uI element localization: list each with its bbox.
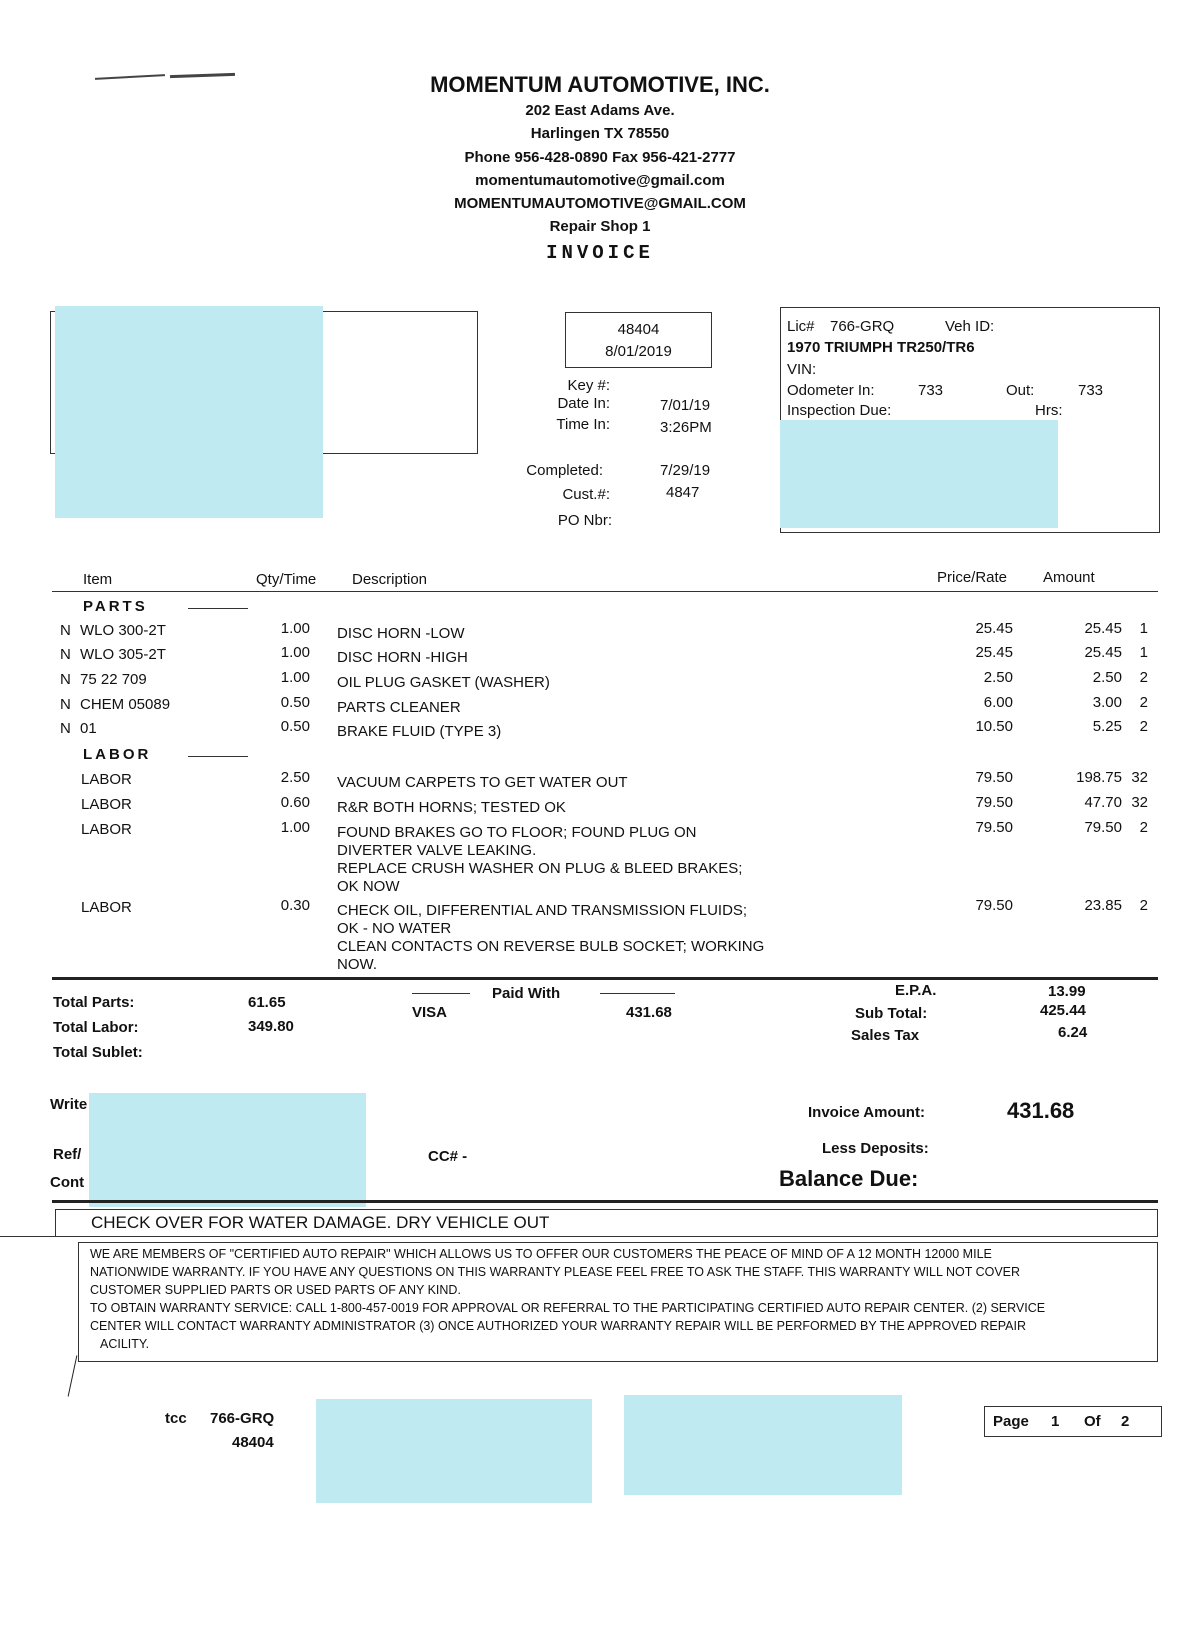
paid-with-rule-right xyxy=(600,993,675,994)
item-amount: 79.50 xyxy=(1084,819,1122,836)
warranty-text xyxy=(90,1245,1045,1353)
item-price: 6.00 xyxy=(983,694,1013,711)
item-tech-code: 2 xyxy=(1139,897,1148,914)
item-qty: 0.30 xyxy=(280,897,310,914)
item-price: 10.50 xyxy=(975,718,1013,735)
item-price: 25.45 xyxy=(975,620,1013,637)
odometer-in-label: Odometer In: xyxy=(787,382,875,399)
item-tech-code: 2 xyxy=(1139,694,1148,711)
page-number-box xyxy=(984,1406,1162,1437)
epa-value: 13.99 xyxy=(1048,983,1086,1000)
item-number: LABOR xyxy=(81,821,132,838)
item-tech-code: 1 xyxy=(1139,620,1148,637)
invoice-amount-label: Invoice Amount: xyxy=(808,1104,925,1121)
item-description: R&R BOTH HORNS; TESTED OK xyxy=(337,799,566,816)
item-price: 79.50 xyxy=(975,769,1013,786)
time-in-label: Time In: xyxy=(556,416,610,433)
service-note-box xyxy=(55,1209,1158,1237)
col-item-header: Item xyxy=(83,571,113,588)
item-qty: 0.50 xyxy=(280,694,310,711)
company-phone-fax: Phone 956-428-0890 Fax 956-421-2777 xyxy=(464,149,736,166)
item-number: LABOR xyxy=(81,771,132,788)
item-description: OIL PLUG GASKET (WASHER) xyxy=(337,674,550,691)
inspection-due-label: Inspection Due: xyxy=(787,402,892,419)
parts-section-label: PARTS xyxy=(83,598,148,615)
footer-invoice-number: 48404 xyxy=(232,1434,274,1451)
odometer-out-label: Out: xyxy=(1006,382,1035,399)
reference-label: Ref/ xyxy=(53,1146,82,1163)
date-in-value: 7/01/19 xyxy=(660,397,711,414)
odometer-out-value: 733 xyxy=(1078,382,1104,399)
payment-method: VISA xyxy=(412,1004,448,1021)
warranty-line: WE ARE MEMBERS OF "CERTIFIED AUTO REPAIR" WHICH ALLOWS US TO OFFER OUR CUSTOMERS THE PEACE OF MIND OF A 12 MONTH 12000 MILE xyxy=(90,1247,992,1261)
item-number: 01 xyxy=(80,720,97,737)
item-price: 79.50 xyxy=(975,819,1013,836)
company-address-2: Harlingen TX 78550 xyxy=(530,125,670,142)
item-qty: 1.00 xyxy=(280,620,310,637)
completed-label: Completed: xyxy=(526,462,603,479)
item-price: 2.50 xyxy=(983,669,1013,686)
item-tech-code: 2 xyxy=(1139,819,1148,836)
warranty-line: CUSTOMER SUPPLIED PARTS OR USED PARTS OF ANY KIND. xyxy=(90,1283,461,1297)
note-left-tick xyxy=(0,1236,75,1237)
writer-label: Write xyxy=(50,1096,88,1113)
item-tech-code: 32 xyxy=(1131,794,1148,811)
company-email-upper: MOMENTUMAUTOMOTIVE@GMAIL.COM xyxy=(454,195,746,212)
item-number: 75 22 709 xyxy=(80,671,147,688)
item-description: DISC HORN -LOW xyxy=(337,625,465,642)
payment-amount: 431.68 xyxy=(626,1004,672,1021)
item-qty: 0.50 xyxy=(280,718,310,735)
item-amount: 25.45 xyxy=(1084,620,1122,637)
col-qty-header: Qty/Time xyxy=(256,571,317,588)
subtotal-value: 425.44 xyxy=(1040,1002,1086,1019)
page-label: Page xyxy=(993,1413,1029,1430)
redacted-customer xyxy=(55,306,323,518)
item-qty: 1.00 xyxy=(280,669,310,686)
item-amount: 2.50 xyxy=(1092,669,1122,686)
vehicle-id-label: Veh ID: xyxy=(945,318,995,335)
total-parts-label: Total Parts: xyxy=(53,994,135,1011)
cc-number-label: CC# - xyxy=(428,1148,468,1165)
license-label: Lic# xyxy=(787,318,815,335)
warranty-line: CENTER WILL CONTACT WARRANTY ADMINISTRATOR (3) ONCE AUTHORIZED YOUR WARRANTY REPAIR WILL BE PERFORMED BY THE APPROVED REPAIR xyxy=(90,1319,1027,1333)
item-description: VACUUM CARPETS TO GET WATER OUT xyxy=(337,774,628,791)
redacted-vehicle-info xyxy=(780,420,1058,528)
item-qty: 2.50 xyxy=(280,769,310,786)
total-labor-value: 349.80 xyxy=(248,1018,294,1035)
item-description: PARTS CLEANER xyxy=(337,699,461,716)
contact-label: Cont xyxy=(50,1174,85,1191)
item-description: CHECK OIL, DIFFERENTIAL AND TRANSMISSION FLUIDS; OK - NO WATER CLEAN CONTACTS ON REVERSE BULB SOCKET; WORKING NOW. xyxy=(337,902,765,973)
item-tech-code: 2 xyxy=(1139,669,1148,686)
scan-mark xyxy=(68,1355,78,1396)
warranty-line: ACILITY. xyxy=(100,1337,150,1351)
footer-code: tcc xyxy=(165,1410,187,1427)
total-parts-value: 61.65 xyxy=(248,994,286,1011)
company-address-1: 202 East Adams Ave. xyxy=(525,102,675,119)
shop-name: Repair Shop 1 xyxy=(549,218,651,235)
totals-divider xyxy=(52,977,1158,980)
invoice-number: 48404 xyxy=(617,321,660,338)
total-labor-label: Total Labor: xyxy=(53,1019,139,1036)
total-pages: 2 xyxy=(1121,1413,1130,1430)
subtotal-label: Sub Total: xyxy=(855,1005,928,1022)
item-number: CHEM 05089 xyxy=(80,696,171,713)
invoice-date: 8/01/2019 xyxy=(605,343,672,360)
po-number-label: PO Nbr: xyxy=(557,512,612,529)
item-number: LABOR xyxy=(81,796,132,813)
item-flag: N xyxy=(60,720,71,737)
item-qty: 1.00 xyxy=(280,819,310,836)
footer-license: 766-GRQ xyxy=(210,1410,275,1427)
item-number: LABOR xyxy=(81,899,132,916)
epa-label: E.P.A. xyxy=(895,982,937,999)
item-flag: N xyxy=(60,671,71,688)
balance-divider xyxy=(52,1200,1158,1203)
col-description-header: Description xyxy=(352,571,428,588)
invoice-amount-value: 431.68 xyxy=(1007,1098,1075,1123)
vin-label: VIN: xyxy=(787,361,817,378)
of-label: Of xyxy=(1084,1413,1101,1430)
parts-section-rule xyxy=(188,608,248,609)
item-description: BRAKE FLUID (TYPE 3) xyxy=(337,723,502,740)
item-flag: N xyxy=(60,646,71,663)
sales-tax-value: 6.24 xyxy=(1058,1024,1088,1041)
item-price: 79.50 xyxy=(975,897,1013,914)
item-tech-code: 2 xyxy=(1139,718,1148,735)
paid-with-label: Paid With xyxy=(492,985,561,1002)
item-price: 25.45 xyxy=(975,644,1013,661)
redacted-writer-info xyxy=(89,1093,366,1207)
item-amount: 198.75 xyxy=(1076,769,1122,786)
item-description: DISC HORN -HIGH xyxy=(337,649,468,666)
license-value: 766-GRQ xyxy=(830,318,895,335)
warranty-line: NATIONWIDE WARRANTY. IF YOU HAVE ANY QUESTIONS ON THIS WARRANTY PLEASE FEEL FREE TO ASK THE STAFF. THIS WARRANTY WILL NOT COVER xyxy=(90,1265,1021,1279)
item-amount: 3.00 xyxy=(1092,694,1122,711)
document-title: INVOICE xyxy=(546,242,654,264)
date-in-label: Date In: xyxy=(557,395,610,412)
item-amount: 47.70 xyxy=(1084,794,1122,811)
cust-number-value: 4847 xyxy=(666,484,700,501)
paid-with-rule-left xyxy=(412,993,470,994)
less-deposits-label: Less Deposits: xyxy=(822,1140,929,1157)
balance-due-label: Balance Due: xyxy=(779,1166,919,1191)
redacted-signature-1 xyxy=(316,1399,592,1503)
warranty-line: TO OBTAIN WARRANTY SERVICE: CALL 1-800-457-0019 FOR APPROVAL OR REFERRAL TO THE PARTICIPATING CERTIFIED AUTO REPAIR CENTER. (2) SERVICE xyxy=(90,1301,1046,1315)
item-flag: N xyxy=(60,696,71,713)
item-tech-code: 1 xyxy=(1139,644,1148,661)
invoice-number-box xyxy=(565,312,712,368)
company-email: momentumautomotive@gmail.com xyxy=(475,172,725,189)
col-price-header: Price/Rate xyxy=(937,569,1008,586)
company-name: MOMENTUM AUTOMOTIVE, INC. xyxy=(430,72,770,97)
item-tech-code: 32 xyxy=(1131,769,1148,786)
page-number: 1 xyxy=(1051,1413,1060,1430)
item-amount: 5.25 xyxy=(1092,718,1122,735)
completed-value: 7/29/19 xyxy=(660,462,711,479)
item-qty: 0.60 xyxy=(280,794,310,811)
item-amount: 23.85 xyxy=(1084,897,1122,914)
time-in-value: 3:26PM xyxy=(660,419,712,436)
labor-section-rule xyxy=(188,756,248,757)
odometer-in-value: 733 xyxy=(918,382,944,399)
item-amount: 25.45 xyxy=(1084,644,1122,661)
key-label: Key #: xyxy=(567,377,610,394)
labor-section-label: LABOR xyxy=(83,746,152,763)
item-description: FOUND BRAKES GO TO FLOOR; FOUND PLUG ON DIVERTER VALVE LEAKING. REPLACE CRUSH WASHER ON PLUG & BLEED BRAKES; OK NOW xyxy=(337,824,743,895)
redacted-signature-2 xyxy=(624,1395,902,1495)
total-sublet-label: Total Sublet: xyxy=(53,1044,143,1061)
col-amount-header: Amount xyxy=(1043,569,1095,586)
item-flag: N xyxy=(60,622,71,639)
table-header-rule xyxy=(52,591,1158,592)
cust-number-label: Cust.#: xyxy=(562,486,610,503)
hours-label: Hrs: xyxy=(1035,402,1063,419)
item-number: WLO 305-2T xyxy=(80,646,166,663)
item-number: WLO 300-2T xyxy=(80,622,166,639)
vehicle-model: 1970 TRIUMPH TR250/TR6 xyxy=(787,339,975,356)
sales-tax-label: Sales Tax xyxy=(851,1027,920,1044)
service-note: CHECK OVER FOR WATER DAMAGE. DRY VEHICLE OUT xyxy=(91,1213,550,1232)
item-qty: 1.00 xyxy=(280,644,310,661)
item-price: 79.50 xyxy=(975,794,1013,811)
